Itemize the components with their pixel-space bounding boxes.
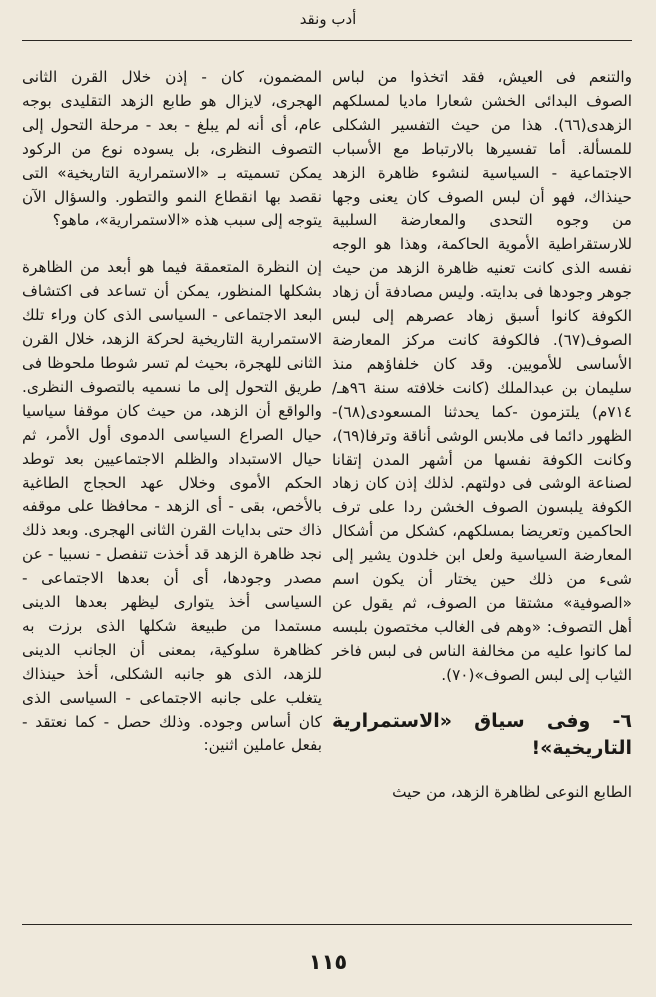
page-number: ١١٥ — [308, 950, 348, 974]
header-rule — [22, 40, 632, 41]
section-heading: ٦- وفى سياق «الاستمرارية التاريخية»! — [332, 709, 632, 759]
running-title: أدب ونقد — [299, 10, 357, 28]
body-paragraph: إن النظرة المتعمقة فيما هو أبعد من الظاهرة بشكلها المنظور، يمكن أن تساعد فى اكتشاف البعد الاجتماعى - السياسى الذى كان وراء تلك الاستمرارية التاريخية لحركة الزهد، خلال القرن الثانى للهجرة، بحيث لم تسر شوطا ملحوظا فى طريق التحول إلى ما نسميه بالتصوف النظرى. والواقع أن الزهد، من حيث كان موقفا سياسيا حيال الصراع السياسى الدموى أول الأمر، ثم حيال الاستبداد والظلم الاجتماعيين بعد توطد الحكم الأموى وخلال عهد الحجاج الطاغية بالأخص، بقى - أى الزهد - محافظا على موقفه ذاك حتى بدايات القرن الثانى الهجرى. وبعد ذلك نجد ظاهرة الزهد قد أخذت تنفصل - نسبيا - عن مصدر وجودها، أى أن بعدها الاجتماعى - السياسى أخذ يتوارى ليظهر بعدها الدينى مستمدا من طبيعة شكلها الذى برزت به كظاهرة سلوكية، بمعنى أن الجانب الدينى للزهد، الذى هو جانبه الشكلى، أخذ حينذاك يتغلب على جانبه الاجتماعى - السياسى الذى كان أساس وجوده. وذلك حصل - كما نعتقد - بفعل عاملين اثنين: — [22, 258, 322, 755]
body-paragraph: الطابع النوعى لظاهرة الزهد، من حيث — [392, 782, 632, 801]
body-paragraph: والتنعم فى العيش، فقد اتخذوا من لباس الصوف البدائى الخشن شعارا ماديا لمسلكهم الزهدى(٦٦). هذا من حيث التفسير الشكلى للمسألة. أما تفسيرها بالارتباط مع الأسباب الاجتماعية - السياسية لنشوء ظاهرة الزهد حينذاك، فهو أن لبس الصوف كان يعنى وجها من وجوه التحدى والمعارضة السلبية للارستقراطية الأموية الحاكمة، وهذا هو الوجه نفسه الذى كانت تعنيه ظاهرة الزهد من حيث جوهر وجودها فى بدايته. وليس مصادفة أن زهاد الكوفة كانوا أسبق زهاد عصرهم إلى لبس الصوف(٦٧). فالكوفة كانت مركز المعارضة الأساسى للأمويين. وقد كان خلفاؤهم منذ سليمان بن عبدالملك (كانت خلافته سنة ٩٦هـ/ ٧١٤م) يلتزمون -كما يحدثنا المسعودى(٦٨)- الظهور دائما فى ملابس الوشى أناقة وترفا(٦٩)، وكانت الكوفة نفسها من أشهر المدن إتقانا لصناعة الوشى فى دولتهم. لذلك إذن كان زهاد الكوفة يلبسون الصوف الخشن ردا على ترف الحاكمين وتعريضا بمسلكهم، كشكل من أشكال المعارضة السياسية ولعل ابن خلدون يشير إلى شىء من ذلك حين يختار أن يكون اسم «الصوفية» مشتقا من الصوف، ثم يقول عن أهل التصوف: «وهم فى الغالب مختصون بلبسه لما كانوا عليه من مخالفة الناس فى لبس فاخر الثياب إلى لبس الصوف»(٧٠). — [332, 68, 632, 684]
footer-rule — [22, 924, 632, 925]
left-column — [22, 66, 322, 758]
body-paragraph: المضمون، كان - إذن خلال القرن الثانى الهجرى، لايزال هو طابع الزهد التقليدى بوجه عام، أى أنه لم يبلغ - بعد - مرحلة التحول إلى التصوف النظرى، بل يسوده نوع من الركود يمكن تسميته بـ «الاستمرارية التاريخية» التى نقصد بها انقطاع النمو والتطور. والسؤال الآن يتوجه إلى سبب هذه «الاستمرارية»، ماهو؟ — [22, 68, 322, 230]
right-column — [332, 66, 632, 804]
